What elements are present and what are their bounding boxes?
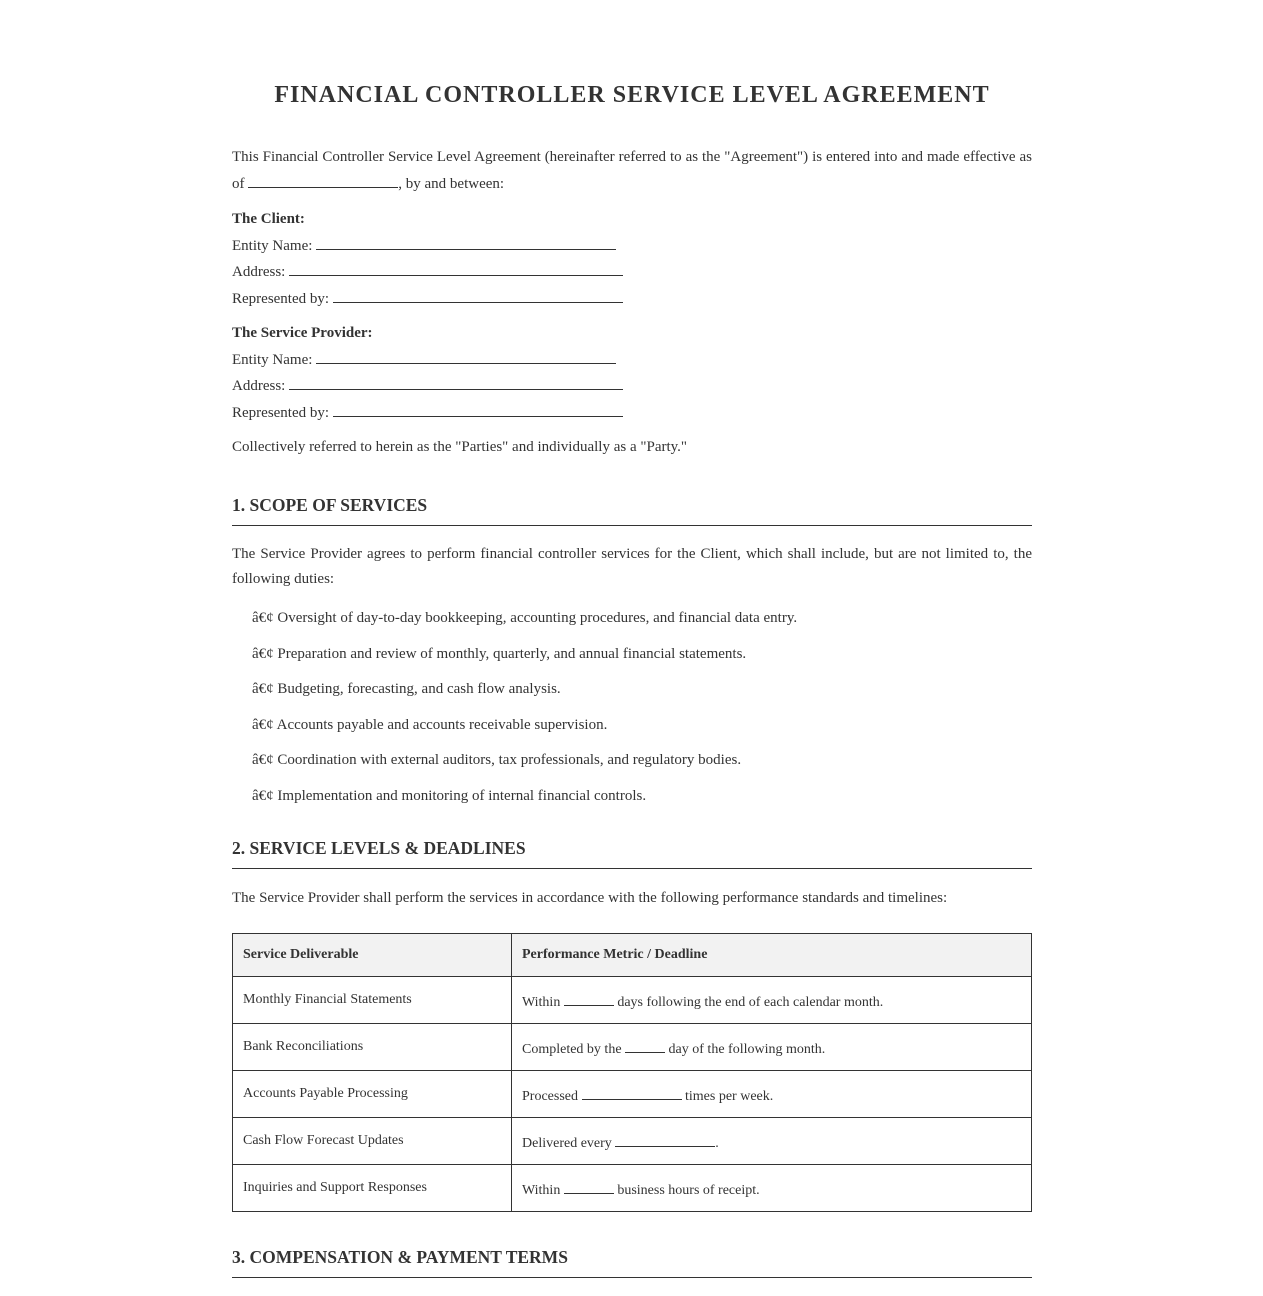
deliverable-cell: Bank Reconciliations: [233, 1023, 512, 1070]
deliverable-cell: Cash Flow Forecast Updates: [233, 1117, 512, 1164]
deliverable-cell: Accounts Payable Processing: [233, 1070, 512, 1117]
metric-text: Processed: [522, 1088, 578, 1104]
metric-blank[interactable]: [564, 994, 614, 1006]
intro-paragraph: [232, 144, 1032, 198]
client-address-blank[interactable]: [289, 263, 623, 276]
client-entity-blank[interactable]: [316, 237, 616, 250]
bullet-text: Accounts payable and accounts receivable supervision.: [276, 716, 608, 733]
bullet-marker: â€¢: [252, 610, 274, 626]
metric-cell: [512, 1164, 1032, 1211]
provider-address-blank[interactable]: [289, 377, 623, 390]
metric-text: days following the end of each calendar month.: [617, 994, 884, 1010]
metric-text: business hours of receipt.: [617, 1182, 760, 1198]
metric-cell: [512, 1023, 1032, 1070]
intro-text-end: , by and between:: [398, 176, 505, 192]
client-heading: The Client:: [232, 211, 305, 227]
metric-text: times per week.: [685, 1088, 774, 1104]
collectively-paragraph: Collectively referred to herein as the "Parties" and individually as a "Party.": [232, 439, 688, 455]
metric-text: Delivered every: [522, 1135, 612, 1151]
document-page: [232, 0, 1032, 1278]
client-represented-label: Represented by:: [232, 290, 330, 307]
metric-text: Within: [522, 1182, 561, 1198]
provider-address-label: Address:: [232, 378, 286, 394]
metric-blank[interactable]: [582, 1088, 682, 1100]
bullet-text: Oversight of day-to-day bookkeeping, accounting procedures, and financial data entry.: [277, 610, 798, 626]
client-address-row: [232, 259, 1032, 286]
client-address-label: Address:: [232, 264, 286, 280]
service-level-table: [232, 933, 1032, 1212]
intro-text: This Financial Controller Service Level Agreement (hereinafter referred to as the "Agreement") is entered into and made effective as of: [232, 149, 1032, 192]
bullet-marker: â€¢: [252, 645, 274, 662]
table-row: [233, 1070, 1032, 1117]
bullet-marker: â€¢: [252, 716, 274, 733]
list-item: [252, 672, 1032, 708]
provider-heading: The Service Provider:: [232, 325, 373, 341]
client-represented-row: [232, 286, 1032, 313]
metric-text: day of the following month.: [668, 1041, 826, 1057]
section-2-heading: 2. SERVICE LEVELS & DEADLINES: [232, 836, 1032, 869]
list-item: [252, 637, 1032, 673]
provider-address-row: [232, 373, 1032, 400]
client-entity-label: Entity Name:: [232, 237, 313, 254]
table-row: [233, 1117, 1032, 1164]
table-header-row: [233, 933, 1032, 976]
client-block: [232, 206, 1032, 312]
header-service-deliverable: Service Deliverable: [233, 933, 512, 976]
list-item: [252, 708, 1032, 744]
list-item: [252, 779, 1032, 815]
effective-date-blank[interactable]: [248, 175, 398, 188]
provider-entity-blank[interactable]: [316, 351, 616, 364]
metric-text: .: [715, 1135, 719, 1151]
deliverable-cell: Monthly Financial Statements: [233, 976, 512, 1023]
provider-represented-row: [232, 400, 1032, 427]
client-represented-blank[interactable]: [333, 290, 623, 303]
header-performance-metric: Performance Metric / Deadline: [512, 933, 1032, 976]
bullet-text: Preparation and review of monthly, quarterly, and annual financial statements.: [277, 645, 747, 662]
client-entity-row: [232, 233, 1032, 260]
provider-entity-label: Entity Name:: [232, 351, 313, 368]
metric-blank[interactable]: [625, 1041, 665, 1053]
bullet-marker: â€¢: [252, 681, 274, 698]
metric-text: Completed by the: [522, 1041, 622, 1057]
section-2-paragraph: The Service Provider shall perform the services in accordance with the following performance standards and timelines:: [232, 889, 948, 906]
document-title: FINANCIAL CONTROLLER SERVICE LEVEL AGREEMENT: [274, 82, 990, 108]
metric-cell: [512, 976, 1032, 1023]
scope-bullet-list: [232, 601, 1032, 815]
table-row: [233, 1164, 1032, 1211]
bullet-text: Implementation and monitoring of internal financial controls.: [277, 787, 647, 804]
metric-cell: [512, 1070, 1032, 1117]
provider-represented-label: Represented by:: [232, 404, 330, 421]
section-3-heading: 3. COMPENSATION & PAYMENT TERMS: [232, 1245, 1032, 1278]
metric-text: Within: [522, 994, 561, 1010]
bullet-text: Budgeting, forecasting, and cash flow analysis.: [277, 681, 561, 698]
provider-entity-row: [232, 347, 1032, 374]
metric-blank[interactable]: [564, 1182, 614, 1194]
deliverable-cell: Inquiries and Support Responses: [233, 1164, 512, 1211]
bullet-text: Coordination with external auditors, tax professionals, and regulatory bodies.: [277, 752, 742, 769]
provider-represented-blank[interactable]: [333, 404, 623, 417]
table-row: [233, 1023, 1032, 1070]
metric-blank[interactable]: [615, 1135, 715, 1147]
bullet-marker: â€¢: [252, 752, 274, 769]
list-item: [252, 743, 1032, 779]
table-row: [233, 976, 1032, 1023]
metric-cell: [512, 1117, 1032, 1164]
bullet-marker: â€¢: [252, 787, 274, 804]
provider-block: [232, 320, 1032, 426]
section-1-heading: 1. SCOPE OF SERVICES: [232, 493, 1032, 526]
list-item: [252, 601, 1032, 637]
section-1-paragraph: The Service Provider agrees to perform financial controller services for the Client, which shall include, but are not limited to, the following duties:: [232, 546, 1032, 587]
